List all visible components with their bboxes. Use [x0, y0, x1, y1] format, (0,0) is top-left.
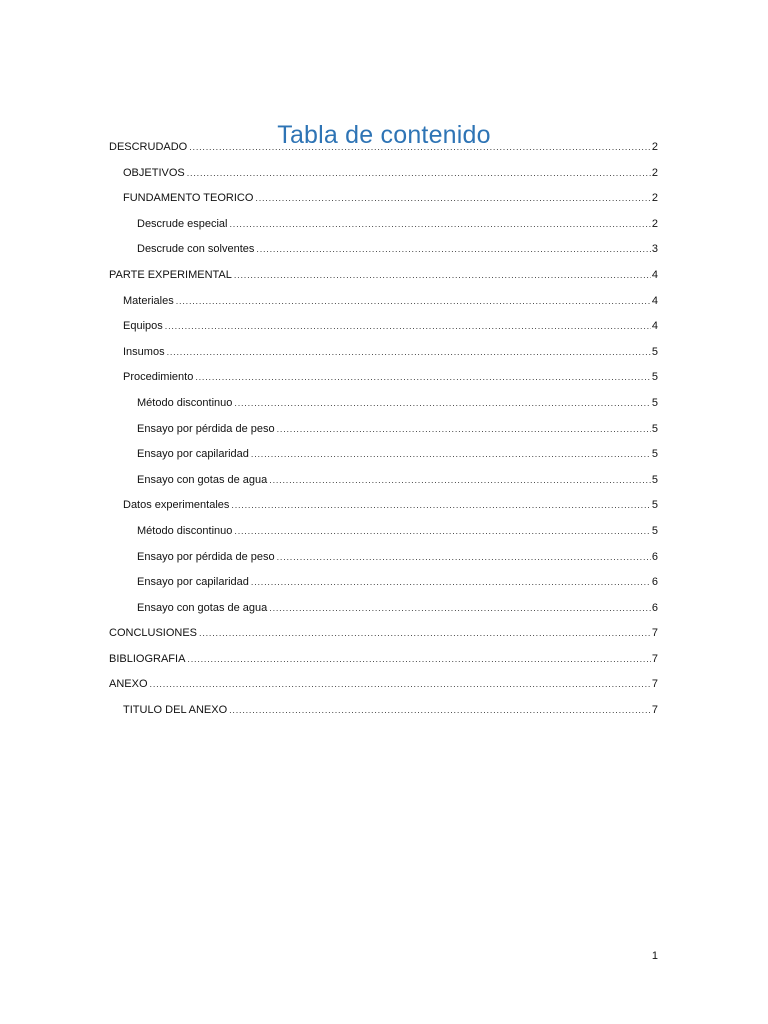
toc-dot-leader: [251, 444, 651, 464]
toc-entry[interactable]: [109, 470, 658, 496]
toc-entry[interactable]: [109, 444, 658, 470]
toc-entry-page: 5: [651, 422, 658, 435]
toc-dot-leader: [230, 214, 651, 234]
toc-dot-leader: [251, 572, 651, 592]
toc-dot-leader: [269, 470, 651, 490]
toc-dot-leader: [167, 342, 651, 362]
toc-entry-page: 2: [651, 217, 658, 230]
toc-entry-label: PARTE EXPERIMENTAL: [109, 268, 232, 281]
toc-dot-leader: [234, 521, 650, 541]
toc-dot-leader: [189, 137, 651, 157]
toc-entry-page: 2: [651, 141, 658, 153]
toc-entry[interactable]: [109, 265, 658, 291]
toc-entry-page: 5: [651, 473, 658, 486]
toc-entry[interactable]: [109, 316, 658, 342]
toc-entry-page: 7: [651, 652, 658, 665]
toc-entry-page: 3: [651, 243, 658, 256]
toc-dot-leader: [256, 239, 650, 259]
toc-dot-leader: [176, 291, 651, 311]
toc-entry-page: 4: [651, 268, 658, 281]
toc-dot-leader: [195, 367, 651, 387]
toc-entry-page: 7: [651, 678, 658, 691]
toc-entry-page: 2: [651, 192, 658, 205]
toc-entry[interactable]: [109, 137, 658, 163]
toc-entry-page: 5: [651, 371, 658, 384]
toc-entry[interactable]: [109, 649, 658, 675]
toc-entry[interactable]: [109, 163, 658, 189]
toc-entry-label: BIBLIOGRAFIA: [109, 652, 186, 665]
toc-entry-label: Método discontinuo: [137, 396, 233, 409]
toc-entry-label: Ensayo por pérdida de peso: [137, 550, 275, 563]
toc-entry[interactable]: [109, 188, 658, 214]
page-number: 1: [651, 950, 658, 962]
toc-entry-label: OBJETIVOS: [123, 166, 185, 179]
toc-entry-label: Ensayo por capilaridad: [137, 576, 249, 589]
toc-entry-page: 2: [651, 166, 658, 179]
toc-entry-label: Ensayo por capilaridad: [137, 448, 249, 461]
toc-entry[interactable]: [109, 674, 658, 700]
toc-dot-leader: [165, 316, 651, 336]
toc-entry[interactable]: [109, 521, 658, 547]
toc-entry-label: FUNDAMENTO TEORICO: [123, 192, 254, 205]
toc-entry-label: Ensayo con gotas de agua: [137, 601, 268, 614]
toc-entry-label: Materiales: [123, 294, 174, 307]
toc-entry-label: Equipos: [123, 320, 163, 333]
toc-entry[interactable]: [109, 367, 658, 393]
toc-entry-label: CONCLUSIONES: [109, 627, 198, 640]
toc-entry[interactable]: [109, 214, 658, 240]
toc-dot-leader: [199, 623, 651, 643]
toc-dot-leader: [187, 163, 651, 183]
toc-entry-page: 6: [651, 550, 658, 563]
toc-dot-leader: [255, 188, 650, 208]
toc-entry-label: Descrude con solventes: [137, 243, 255, 256]
toc-entry-label: Datos experimentales: [123, 499, 230, 512]
toc-dot-leader: [277, 547, 651, 567]
toc-entry-label: DESCRUDADO: [109, 141, 188, 153]
toc-entry-label: Método discontinuo: [137, 524, 233, 537]
toc-entry[interactable]: [109, 342, 658, 368]
toc-entry[interactable]: [109, 623, 658, 649]
toc-entry[interactable]: [109, 572, 658, 598]
toc-entry-label: Procedimiento: [123, 371, 194, 384]
toc-dot-leader: [234, 393, 650, 413]
toc-entry-label: Ensayo con gotas de agua: [137, 473, 268, 486]
toc-entry-label: Ensayo por pérdida de peso: [137, 422, 275, 435]
toc-dot-leader: [229, 700, 651, 720]
toc-entry[interactable]: [109, 700, 658, 726]
toc-dot-leader: [234, 265, 651, 285]
toc-entry[interactable]: [109, 393, 658, 419]
toc-entry-label: Descrude especial: [137, 217, 228, 230]
toc-dot-leader: [269, 598, 651, 618]
table-of-contents: [109, 137, 658, 726]
toc-entry[interactable]: [109, 598, 658, 624]
toc-entry[interactable]: [109, 547, 658, 573]
toc-entry-page: 5: [651, 524, 658, 537]
toc-entry-page: 6: [651, 576, 658, 589]
toc-entry-label: Insumos: [123, 345, 165, 358]
toc-entry[interactable]: [109, 291, 658, 317]
toc-entry-page: 5: [651, 345, 658, 358]
toc-title: Tabla de contenido: [277, 120, 491, 149]
toc-dot-leader: [231, 495, 650, 515]
toc-entry[interactable]: [109, 419, 658, 445]
toc-entry-page: 5: [651, 499, 658, 512]
toc-entry-page: 5: [651, 448, 658, 461]
toc-entry-page: 6: [651, 601, 658, 614]
toc-entry[interactable]: [109, 495, 658, 521]
toc-entry-page: 4: [651, 320, 658, 333]
toc-entry-label: ANEXO: [109, 678, 148, 691]
toc-dot-leader: [277, 419, 651, 439]
toc-entry-label: TITULO DEL ANEXO: [123, 704, 228, 717]
toc-entry-page: 5: [651, 396, 658, 409]
toc-entry[interactable]: [109, 239, 658, 265]
toc-entry-page: 7: [651, 704, 658, 717]
toc-dot-leader: [187, 649, 650, 669]
toc-dot-leader: [150, 674, 651, 694]
toc-entry-page: 7: [651, 627, 658, 640]
toc-entry-page: 4: [651, 294, 658, 307]
